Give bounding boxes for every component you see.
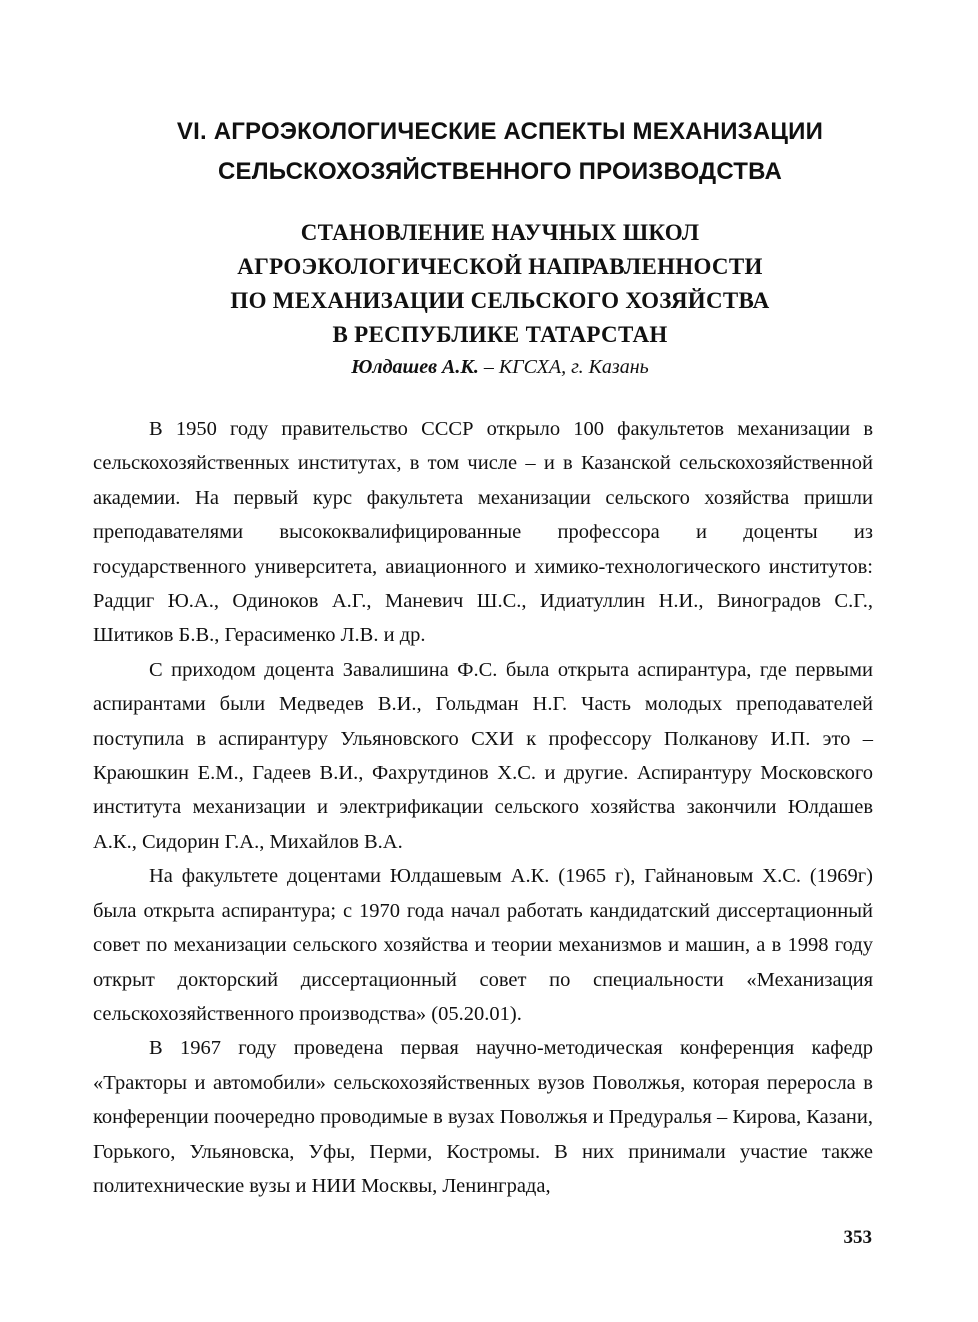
article-title-line-4: В РЕСПУБЛИКЕ ТАТАРСТАН (332, 322, 668, 347)
paragraph: В 1967 году проведена первая научно-методическая конференция кафедр «Тракторы и автомобили» сельскохозяйственных вузов Поволжья, которая переросла в конференции поочередно проводимые в вузах Поволжья и Предуралья – Кирова, Казани, Горького, Ульяновска, Уфы, Перми, Костромы. В них принимали участие также политехнические вузы и НИИ Москвы, Ленинграда, (93, 1037, 873, 1197)
article-title-line-2: АГРОЭКОЛОГИЧЕСКОЙ НАПРАВЛЕННОСТИ (237, 254, 763, 279)
paragraph: В 1950 году правительство СССР открыло 100 факультетов механизации в сельскохозяйственных институтах, в том числе – и в Казанской сельскохозяйственной академии. На первый курс факультета механизации сельского хозяйства пришли преподавателями высококвалифицированные профессора и доценты из государственного университета, авиационного и химико-технологического институтов: Радциг Ю.А., Одиноков А.Г., Маневич Ш.С., Идиатуллин Н.И., Виноградов С.Г., Шитиков Б.В., Герасименко Л.В. и др. (93, 418, 873, 647)
paragraph: С приходом доцента Завалишина Ф.С. была открыта аспирантура, где первыми аспирантами были Медведев В.И., Гольдман Н.Г. Часть молодых преподавателей поступила в аспирантуру Ульяновского СХИ к профессору Полканову И.П. это – Краюшкин Е.М., Гадеев В.И., Фахрутдинов Х.С. и другие. Аспирантуру Московского института механизации и электрификации сельского хозяйства закончили Юлдашев А.К., Сидорин Г.А., Михайлов В.А. (93, 658, 873, 853)
section-heading-line-1: VI. АГРОЭКОЛОГИЧЕСКИЕ АСПЕКТЫ МЕХАНИЗАЦИИ (176, 118, 824, 145)
paragraph: На факультете доцентами Юлдашевым А.К. (1965 г), Гайнановым Х.С. (1969г) была открыта аспирантура; с 1970 года начал работать кандидатский диссертационный совет по механизации сельского хозяйства и теории механизмов и машин, а в 1998 году открыт докторский диссертационный совет по специальности «Механизация сельскохозяйственного производства» (05.20.01). (93, 865, 873, 1025)
page-number: 353 (843, 1227, 872, 1248)
section-heading-line-2: СЕЛЬСКОХОЗЯЙСТВЕННОГО ПРОИЗВОДСТВА (218, 158, 782, 185)
article-body (93, 412, 873, 1203)
article-title (120, 216, 880, 352)
author-affiliation: – КГСХА, г. Казань (478, 356, 649, 378)
section-heading (150, 112, 850, 192)
byline (120, 352, 880, 382)
author-name: Юлдашев А.К. (351, 356, 479, 378)
article-title-line-3: ПО МЕХАНИЗАЦИИ СЕЛЬСКОГО ХОЗЯЙСТВА (230, 288, 770, 313)
article-title-line-1: СТАНОВЛЕНИЕ НАУЧНЫХ ШКОЛ (300, 220, 700, 245)
